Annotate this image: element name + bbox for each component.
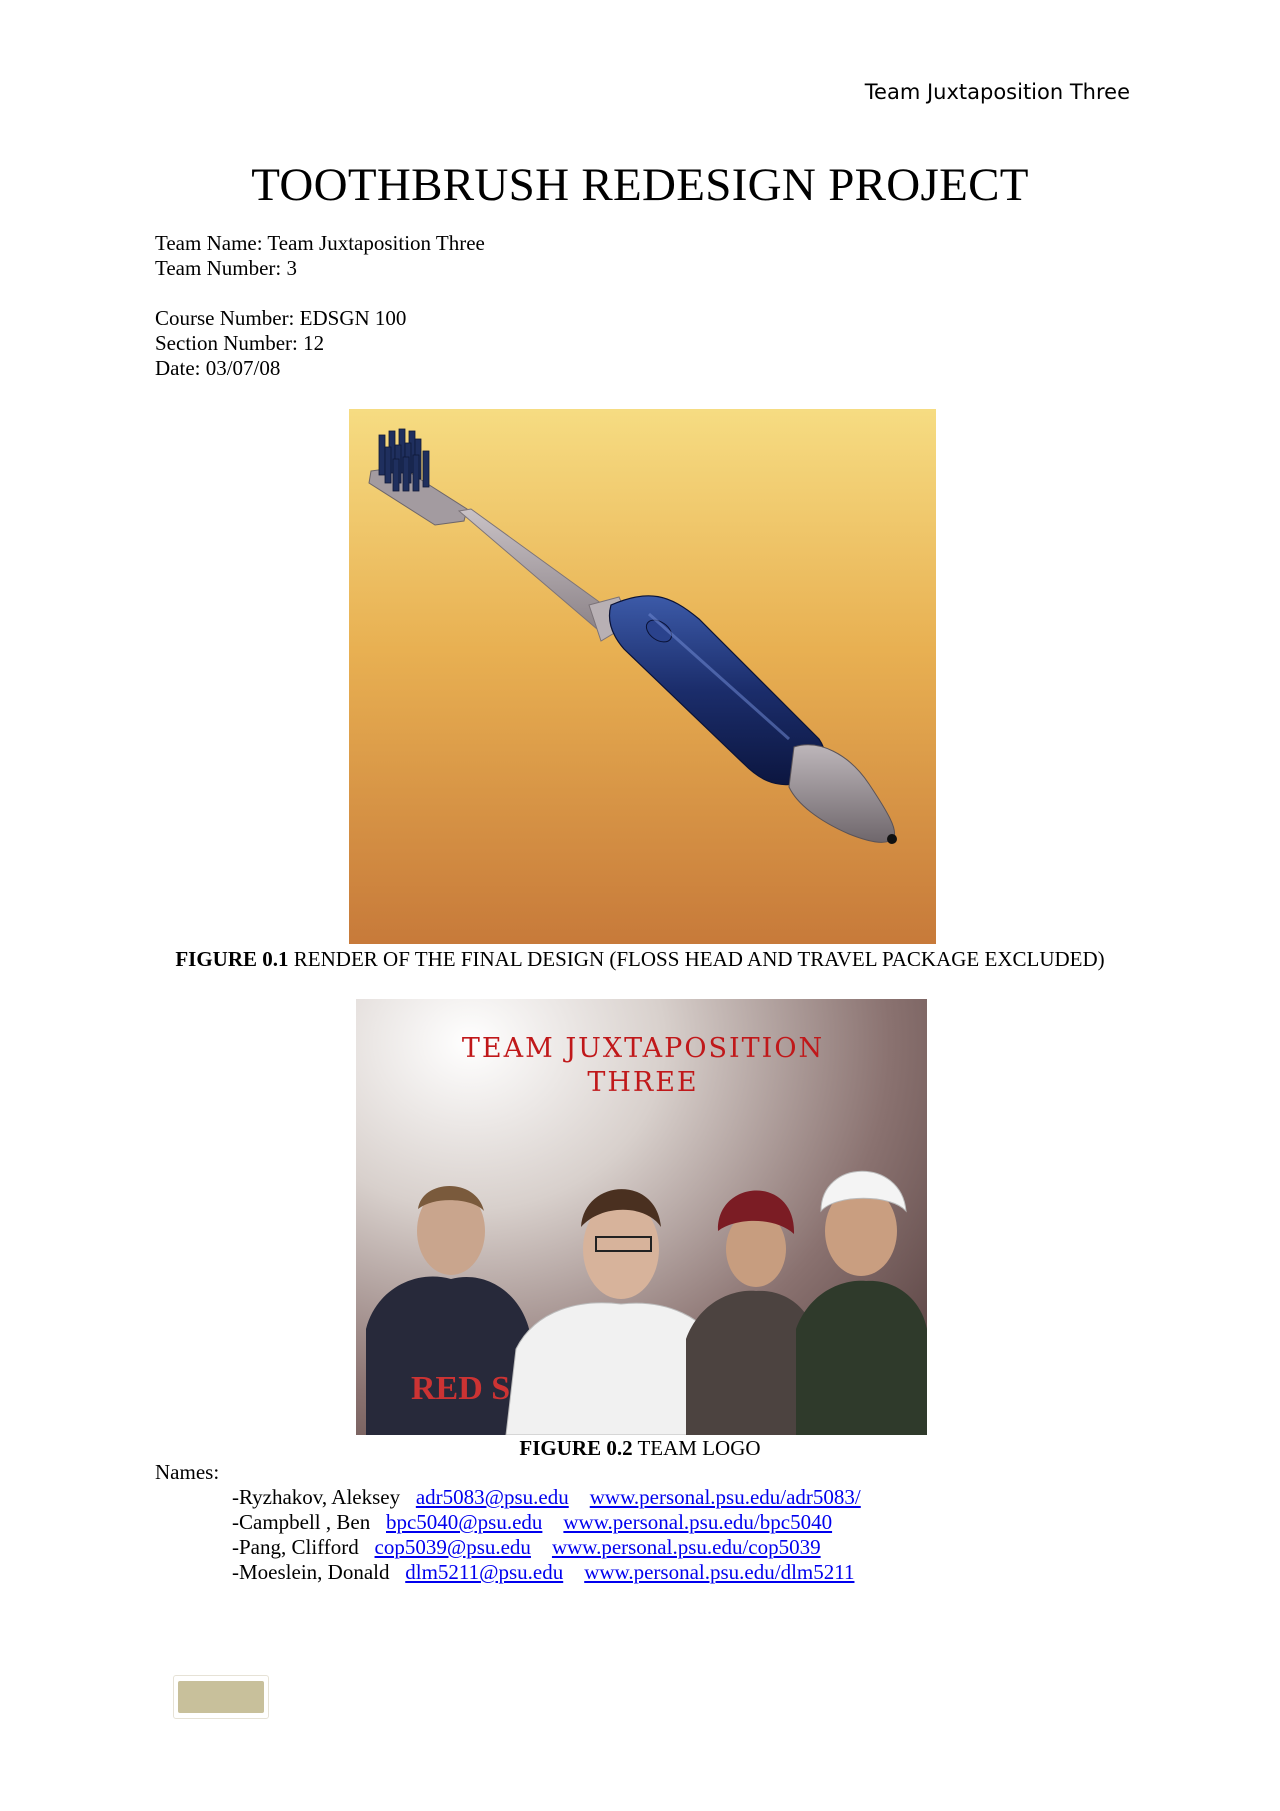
team-info-block: [155, 231, 485, 381]
running-header: Team Juxtaposition Three: [864, 80, 1130, 104]
member-row: [232, 1485, 861, 1510]
names-heading: Names:: [155, 1460, 220, 1484]
figure-2-caption-text: TEAM LOGO: [632, 1436, 761, 1460]
member-email-link[interactable]: adr5083@psu.edu: [415, 1485, 569, 1509]
date: Date: 03/07/08: [155, 356, 281, 380]
logo-title-line1: TEAM JUXTAPOSITION: [461, 1033, 825, 1064]
member-name: -Pang, Clifford: [232, 1535, 359, 1559]
member-site-link[interactable]: www.personal.psu.edu/cop5039: [551, 1535, 821, 1559]
team-logo-image: [356, 999, 927, 1435]
team-name: Team Name: Team Juxtaposition Three: [155, 231, 485, 255]
member-site-link[interactable]: www.personal.psu.edu/dlm5211: [584, 1560, 855, 1584]
member-row: [232, 1560, 861, 1585]
figure-2-caption: [0, 1436, 1280, 1461]
figure-1-caption: [0, 947, 1280, 972]
team-number: Team Number: 3: [155, 256, 297, 280]
member-site-link[interactable]: www.personal.psu.edu/bpc5040: [563, 1510, 833, 1534]
redsox-lettering: RED S: [411, 1370, 511, 1407]
figure-1-label: FIGURE 0.1: [175, 947, 289, 971]
member-email-link[interactable]: cop5039@psu.edu: [374, 1535, 531, 1559]
member-site-link[interactable]: www.personal.psu.edu/adr5083/: [589, 1485, 861, 1509]
logo-title-line2: THREE: [587, 1067, 699, 1098]
member-email-link[interactable]: bpc5040@psu.edu: [385, 1510, 543, 1534]
member-name: -Moeslein, Donald: [232, 1560, 390, 1584]
member-row: [232, 1535, 861, 1560]
member-row: [232, 1510, 861, 1535]
page-marker-box: [173, 1675, 269, 1719]
toothbrush-illustration: [349, 409, 936, 944]
member-name: -Campbell , Ben: [232, 1510, 371, 1534]
figure-1-caption-text: RENDER OF THE FINAL DESIGN (FLOSS HEAD AND TRAVEL PACKAGE EXCLUDED): [288, 947, 1105, 971]
section-number: Section Number: 12: [155, 331, 325, 355]
member-name: -Ryzhakov, Aleksey: [232, 1485, 401, 1509]
team-photo-illustration: [356, 999, 927, 1435]
document-title: TOOTHBRUSH REDESIGN PROJECT: [251, 159, 1029, 211]
member-list: [232, 1485, 861, 1585]
toothbrush-render-image: [349, 409, 936, 944]
course-number: Course Number: EDSGN 100: [155, 306, 407, 330]
page-marker-fill: [178, 1681, 264, 1713]
figure-2-label: FIGURE 0.2: [519, 1436, 633, 1460]
member-email-link[interactable]: dlm5211@psu.edu: [405, 1560, 564, 1584]
